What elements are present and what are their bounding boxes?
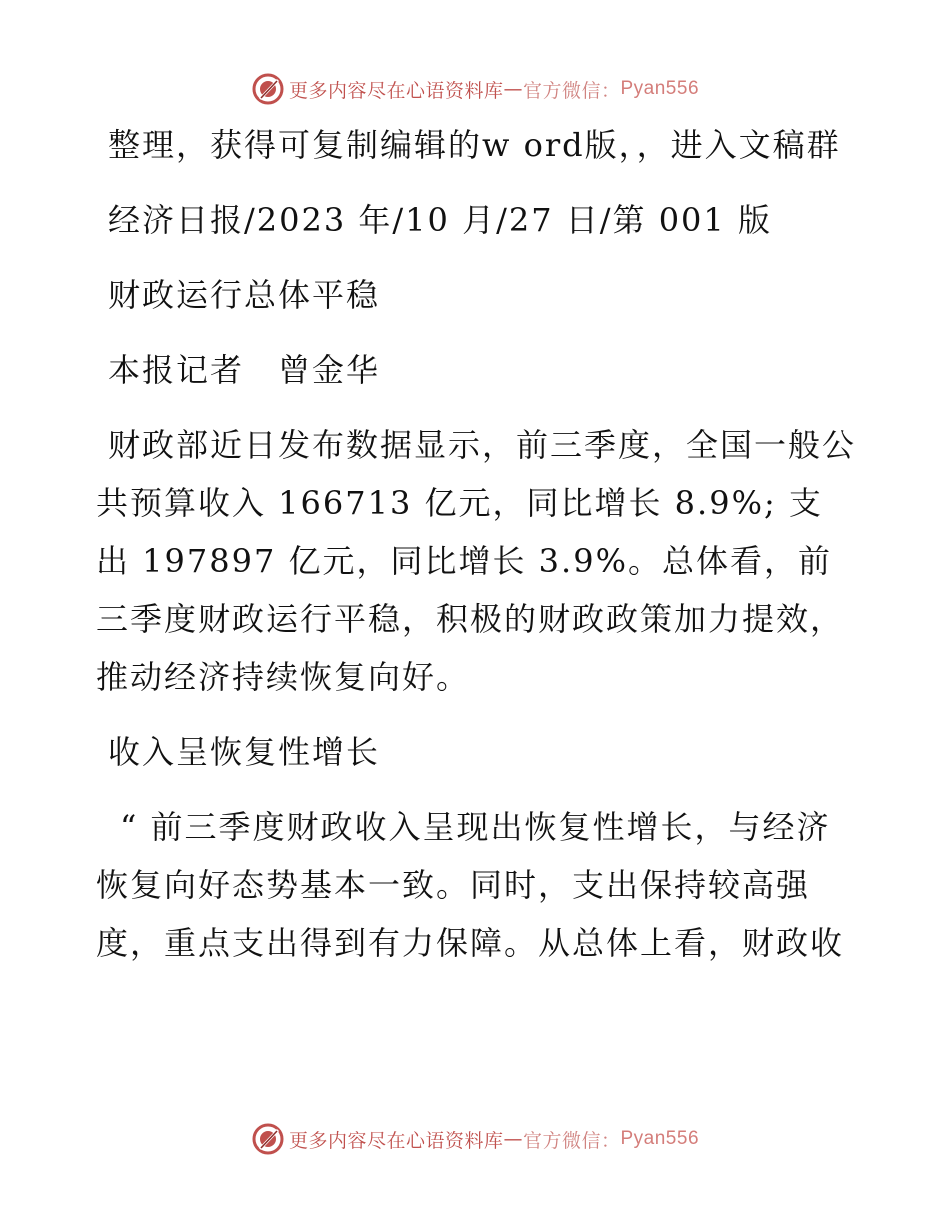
- banner-wechat-id: Pyan556: [620, 1128, 700, 1149]
- banner-wechat-label: 官方微信：: [522, 79, 621, 102]
- pen-logo-icon: [251, 72, 285, 106]
- paragraph-2: “ 前三季度财政收入呈现出恢复性增长，与经济恢复向好态势基本一致。同时，支出保持较高强度，重点支出得到有力保障。从总体上看，财政收: [96, 808, 845, 962]
- banner-dash: —: [503, 78, 523, 100]
- paragraph-1: 财政部近日发布数据显示，前三季度，全国一般公共预算收入 166713 亿元，同比增长 8.9%; 支出 197897 亿元，同比增长 3.9%。总体看，前三季度财政运行平稳，积极的财政政策加力提效，推动经济持续恢复向好。: [96, 426, 857, 696]
- source-line: 经济日报/2023 年/10 月/27 日/第 001 版: [108, 201, 772, 239]
- banner-slogan: 更多内容尽在心语资料库: [288, 1129, 504, 1152]
- banner-dash: —: [503, 1128, 523, 1150]
- subheading: 收入呈恢复性增长: [108, 733, 381, 771]
- banner-wechat-id: Pyan556: [620, 78, 700, 99]
- intro-line: 整理，获得可复制编辑的w ord版，，进入文稿群: [108, 126, 841, 164]
- document-body: [96, 116, 856, 989]
- banner-slogan: 更多内容尽在心语资料库: [288, 79, 504, 102]
- headline: 财政运行总体平稳: [108, 276, 381, 314]
- footer-banner: [0, 1119, 950, 1159]
- byline: 本报记者 曾金华: [108, 351, 381, 389]
- pen-logo-icon: [251, 1122, 285, 1156]
- header-banner: [0, 69, 950, 109]
- banner-wechat-label: 官方微信：: [522, 1129, 621, 1152]
